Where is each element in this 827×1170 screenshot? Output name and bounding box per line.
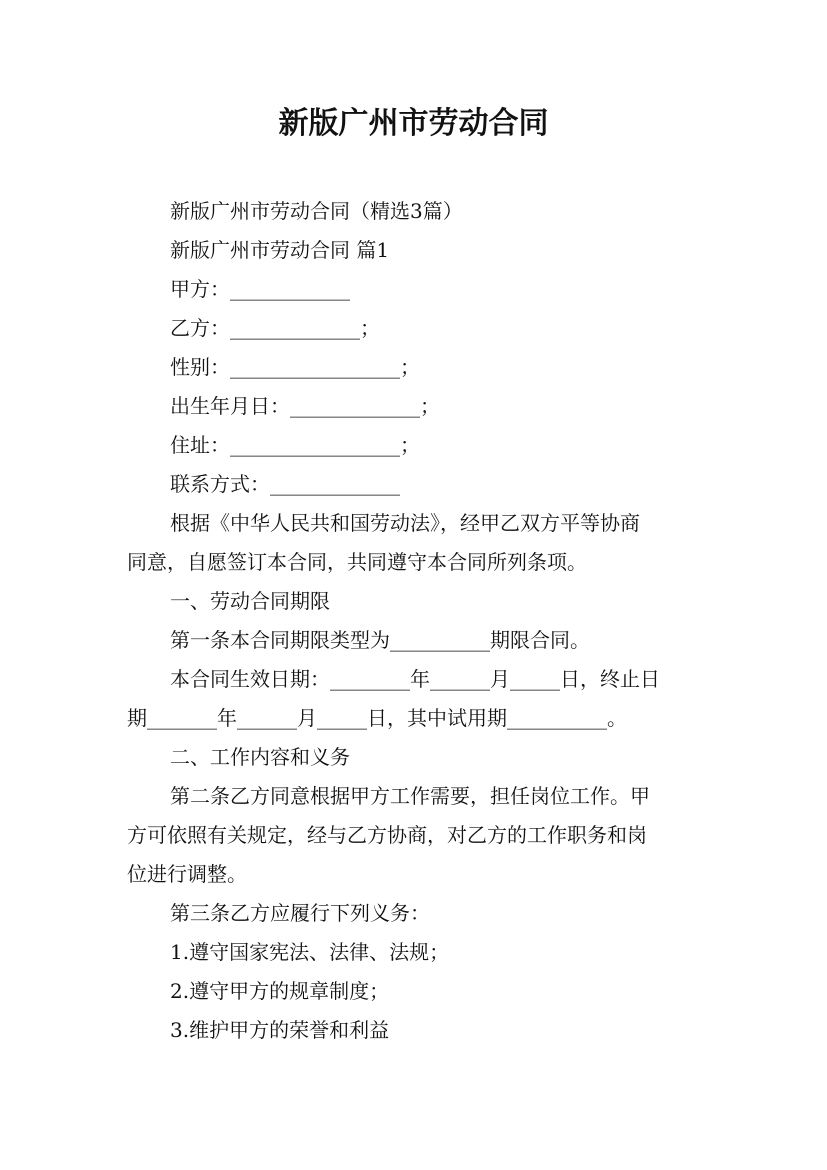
paragraph-line: 本合同生效日期：________年______月_____日，终止日 (170, 667, 660, 691)
paragraph-line: 同意，自愿签订本合同，共同遵守本合同所列条项。 (127, 550, 587, 574)
subtitle-line: 新版广州市劳动合同（精选3篇） (170, 199, 463, 223)
list-item: 2.遵守甲方的规章制度； (170, 979, 390, 1003)
section-heading: 一、劳动合同期限 (170, 589, 330, 613)
party-b-field: 乙方：_____________； (170, 316, 380, 340)
list-item: 3.维护甲方的荣誉和利益 (170, 1018, 390, 1042)
gender-field: 性别：_________________； (170, 355, 420, 379)
paragraph-line: 第一条本合同期限类型为__________期限合同。 (170, 628, 590, 652)
party-a-field: 甲方：____________ (170, 277, 350, 301)
document-title: 新版广州市劳动合同 (278, 106, 549, 141)
section-heading-line: 新版广州市劳动合同 篇1 (170, 238, 390, 262)
paragraph-line: 第三条乙方应履行下列义务： (170, 901, 430, 925)
paragraph-line: 位进行调整。 (127, 862, 247, 886)
address-field: 住址：_________________； (170, 433, 420, 457)
paragraph-line: 根据《中华人民共和国劳动法》，经甲乙双方平等协商 (170, 511, 640, 535)
contact-field: 联系方式：_____________ (170, 472, 400, 496)
section-heading: 二、工作内容和义务 (170, 745, 350, 769)
paragraph-line: 方可依照有关规定，经与乙方协商，对乙方的工作职务和岗 (127, 823, 647, 847)
paragraph-line: 第二条乙方同意根据甲方工作需要，担任岗位工作。甲 (170, 784, 650, 808)
paragraph-line: 期_______年______月_____日，其中试用期__________。 (127, 706, 627, 730)
birthdate-field: 出生年月日：_____________； (170, 394, 440, 418)
list-item: 1.遵守国家宪法、法律、法规； (170, 940, 450, 964)
